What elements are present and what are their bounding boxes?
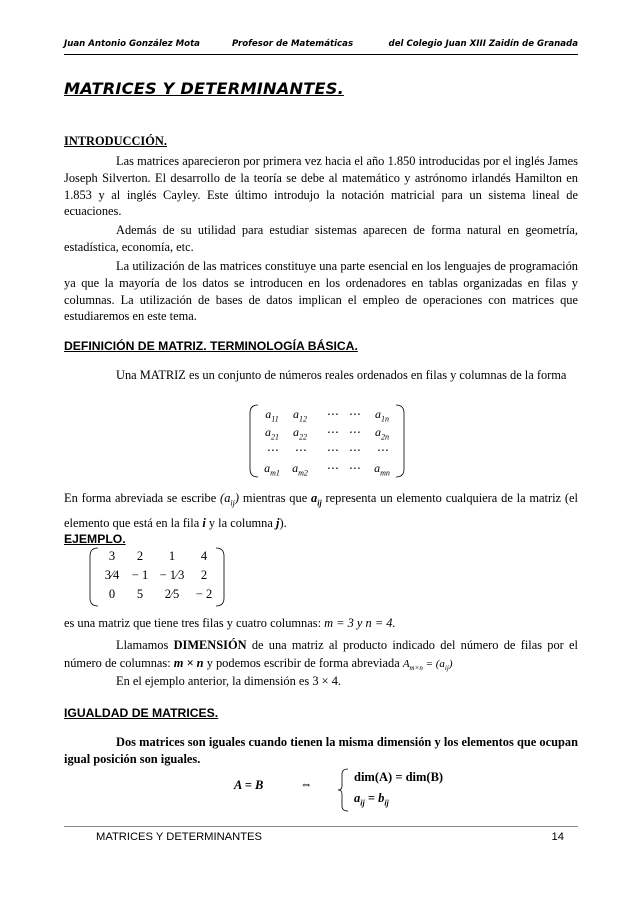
general-matrix-cell: ⋯ xyxy=(326,407,338,421)
general-matrix-cell: ⋯ xyxy=(326,425,338,439)
general-matrix-cell: $a_{22}$ xyxy=(293,425,307,442)
definition-heading: DEFINICIÓN DE MATRIZ. TERMINOLOGÍA BÁSICA. xyxy=(64,339,358,353)
example-description: es una matriz que tiene tres filas y cuatro columnas: xyxy=(64,616,322,630)
intro-heading: INTRODUCCIÓN. xyxy=(64,134,167,148)
general-matrix-cell: ⋯ xyxy=(348,461,360,475)
general-matrix-cell: ⋯ xyxy=(348,407,360,421)
general-matrix-cell: $a_{m2}$ xyxy=(292,461,308,478)
example-matrix-cell: 0 xyxy=(108,587,116,601)
general-matrix-cell: $a_{mn}$ xyxy=(374,461,390,478)
condition-elements: $a_{ij} = b_{ij}$ xyxy=(354,791,389,808)
example-dimensions: m = 3 y n = 4. xyxy=(324,616,396,630)
abbrev-matrix: $(a_{ij})$ xyxy=(220,491,239,508)
dimension-intro: Llamamos xyxy=(116,638,169,652)
intro-paragraph-3: La utilización de las matrices constituye una parte esencial en los lenguajes de programación ya que la mayoría de los datos se introducen en los ordenadores en tablas organizadas en filas y columnas. La utilización de bases de datos implican el empleo de operaciones con matrices que estudiaremos en este tema. xyxy=(64,259,578,324)
general-matrix-cell: ⋯ xyxy=(326,461,338,475)
running-header xyxy=(64,39,578,55)
abbrev-dimension-expr: $A_{m\times n} = (a_{ij})$ xyxy=(402,657,453,672)
example-matrix-cell: − 1⁄3 xyxy=(159,568,185,582)
example-heading: EJEMPLO. xyxy=(64,532,126,546)
example-matrix-cell: − 1 xyxy=(131,568,149,582)
example-matrix-cell: 3 xyxy=(108,549,116,563)
example-matrix-cell: 2 xyxy=(136,549,144,563)
closing-text: ). xyxy=(279,516,287,531)
general-matrix-cell: $a_{m1}$ xyxy=(264,461,280,478)
abbrev-text: En forma abreviada se escribe xyxy=(64,491,217,505)
header-author: Juan Antonio González Mota xyxy=(64,39,200,49)
equality-heading: IGUALDAD DE MATRICES. xyxy=(64,706,219,720)
general-matrix-cell: $a_{11}$ xyxy=(265,407,279,424)
general-matrix-cell: ⋯ xyxy=(326,443,338,457)
general-matrix-cell: $a_{12}$ xyxy=(293,407,307,424)
example-dimension-value: 3 × 4. xyxy=(312,674,342,688)
abbrev-symbol: $a_{ij}$ xyxy=(224,491,235,508)
general-matrix-cell: ⋯ xyxy=(348,425,360,439)
example-dimension-paragraph xyxy=(64,673,578,690)
example-matrix-cell: 5 xyxy=(136,587,144,601)
example-dimension-text: En el ejemplo anterior, la dimensión es xyxy=(116,674,310,688)
dimension-term: DIMENSIÓN xyxy=(173,638,247,652)
definition-paragraph-1: Una MATRIZ es un conjunto de números reales ordenados en filas y columnas de la forma xyxy=(116,368,567,382)
element-description: representa un elemento cualquiera de la matriz (el elemento que está en la fila xyxy=(64,491,578,531)
example-matrix xyxy=(90,547,224,607)
equality-paragraph: Dos matrices son iguales cuando tienen la misma dimensión y los elementos que ocupan igual posición son iguales. xyxy=(64,735,578,766)
example-matrix-cell: 2⁄5 xyxy=(164,587,180,601)
m-times-n: m × n xyxy=(173,655,204,670)
condition-brace xyxy=(338,768,350,812)
example-matrix-cell: 1 xyxy=(168,549,176,563)
and-column-text: y la columna xyxy=(208,516,273,531)
equality-condition xyxy=(226,768,444,812)
header-role: Profesor de Matemáticas xyxy=(232,39,354,49)
dimension-paragraph xyxy=(64,637,578,677)
abbrev-write-text: y podemos escribir de forma abreviada xyxy=(206,655,400,670)
general-matrix-cell: ⋯ xyxy=(266,443,278,457)
example-matrix-cell: 4 xyxy=(200,549,208,563)
iff-symbol: ⇔ xyxy=(300,777,313,791)
column-index: j xyxy=(275,516,280,531)
general-matrix-cell: ⋯ xyxy=(376,443,388,457)
example-paragraph-1 xyxy=(64,615,578,632)
example-matrix-cell: − 2 xyxy=(195,587,213,601)
example-matrix-cell: 3⁄4 xyxy=(104,568,120,582)
header-school: del Colegio Juan XIII Zaidín de Granada xyxy=(388,39,578,49)
footer-title: MATRICES Y DETERMINANTES xyxy=(96,831,262,843)
while-text: mientras que xyxy=(242,491,308,505)
general-matrix-cell: $a_{2n}$ xyxy=(375,425,389,442)
general-matrix-cell: $a_{1n}$ xyxy=(375,407,389,424)
footer-rule xyxy=(64,826,578,827)
general-matrix-cell: $a_{21}$ xyxy=(265,425,279,442)
definition-paragraph-2 xyxy=(64,488,578,533)
intro-paragraph-1: Las matrices aparecieron por primera vez hacia el año 1.850 introducidas por el inglés James Joseph Silverton. El desarrollo de la teoría se debe al matemático y astrónomo irlandés Hamilton en 1.853 y al inglés Cayley. Este último introdujo la notación matricial para un sistema lineal de ecuaciones. xyxy=(64,154,578,219)
example-matrix-cell: 2 xyxy=(200,568,208,582)
intro-paragraph-2: Además de su utilidad para estudiar sistemas aparecen de forma natural en geometría, estadística, economía, etc. xyxy=(64,223,578,254)
general-matrix-cell: ⋯ xyxy=(294,443,306,457)
dimension-definition: de una matriz al producto indicado del número de filas por el número de columnas: xyxy=(64,638,578,670)
page-number: 14 xyxy=(551,831,564,843)
general-matrix-cell: ⋯ xyxy=(348,443,360,457)
row-index: i xyxy=(202,516,206,531)
element-symbol: $a_{ij}$ xyxy=(311,491,322,508)
equality-lhs: A = B xyxy=(234,778,264,792)
general-matrix xyxy=(250,403,404,479)
condition-dimensions: dim(A) = dim(B) xyxy=(354,770,444,784)
document-title: MATRICES Y DETERMINANTES. xyxy=(64,79,344,98)
header-rule xyxy=(64,54,578,55)
